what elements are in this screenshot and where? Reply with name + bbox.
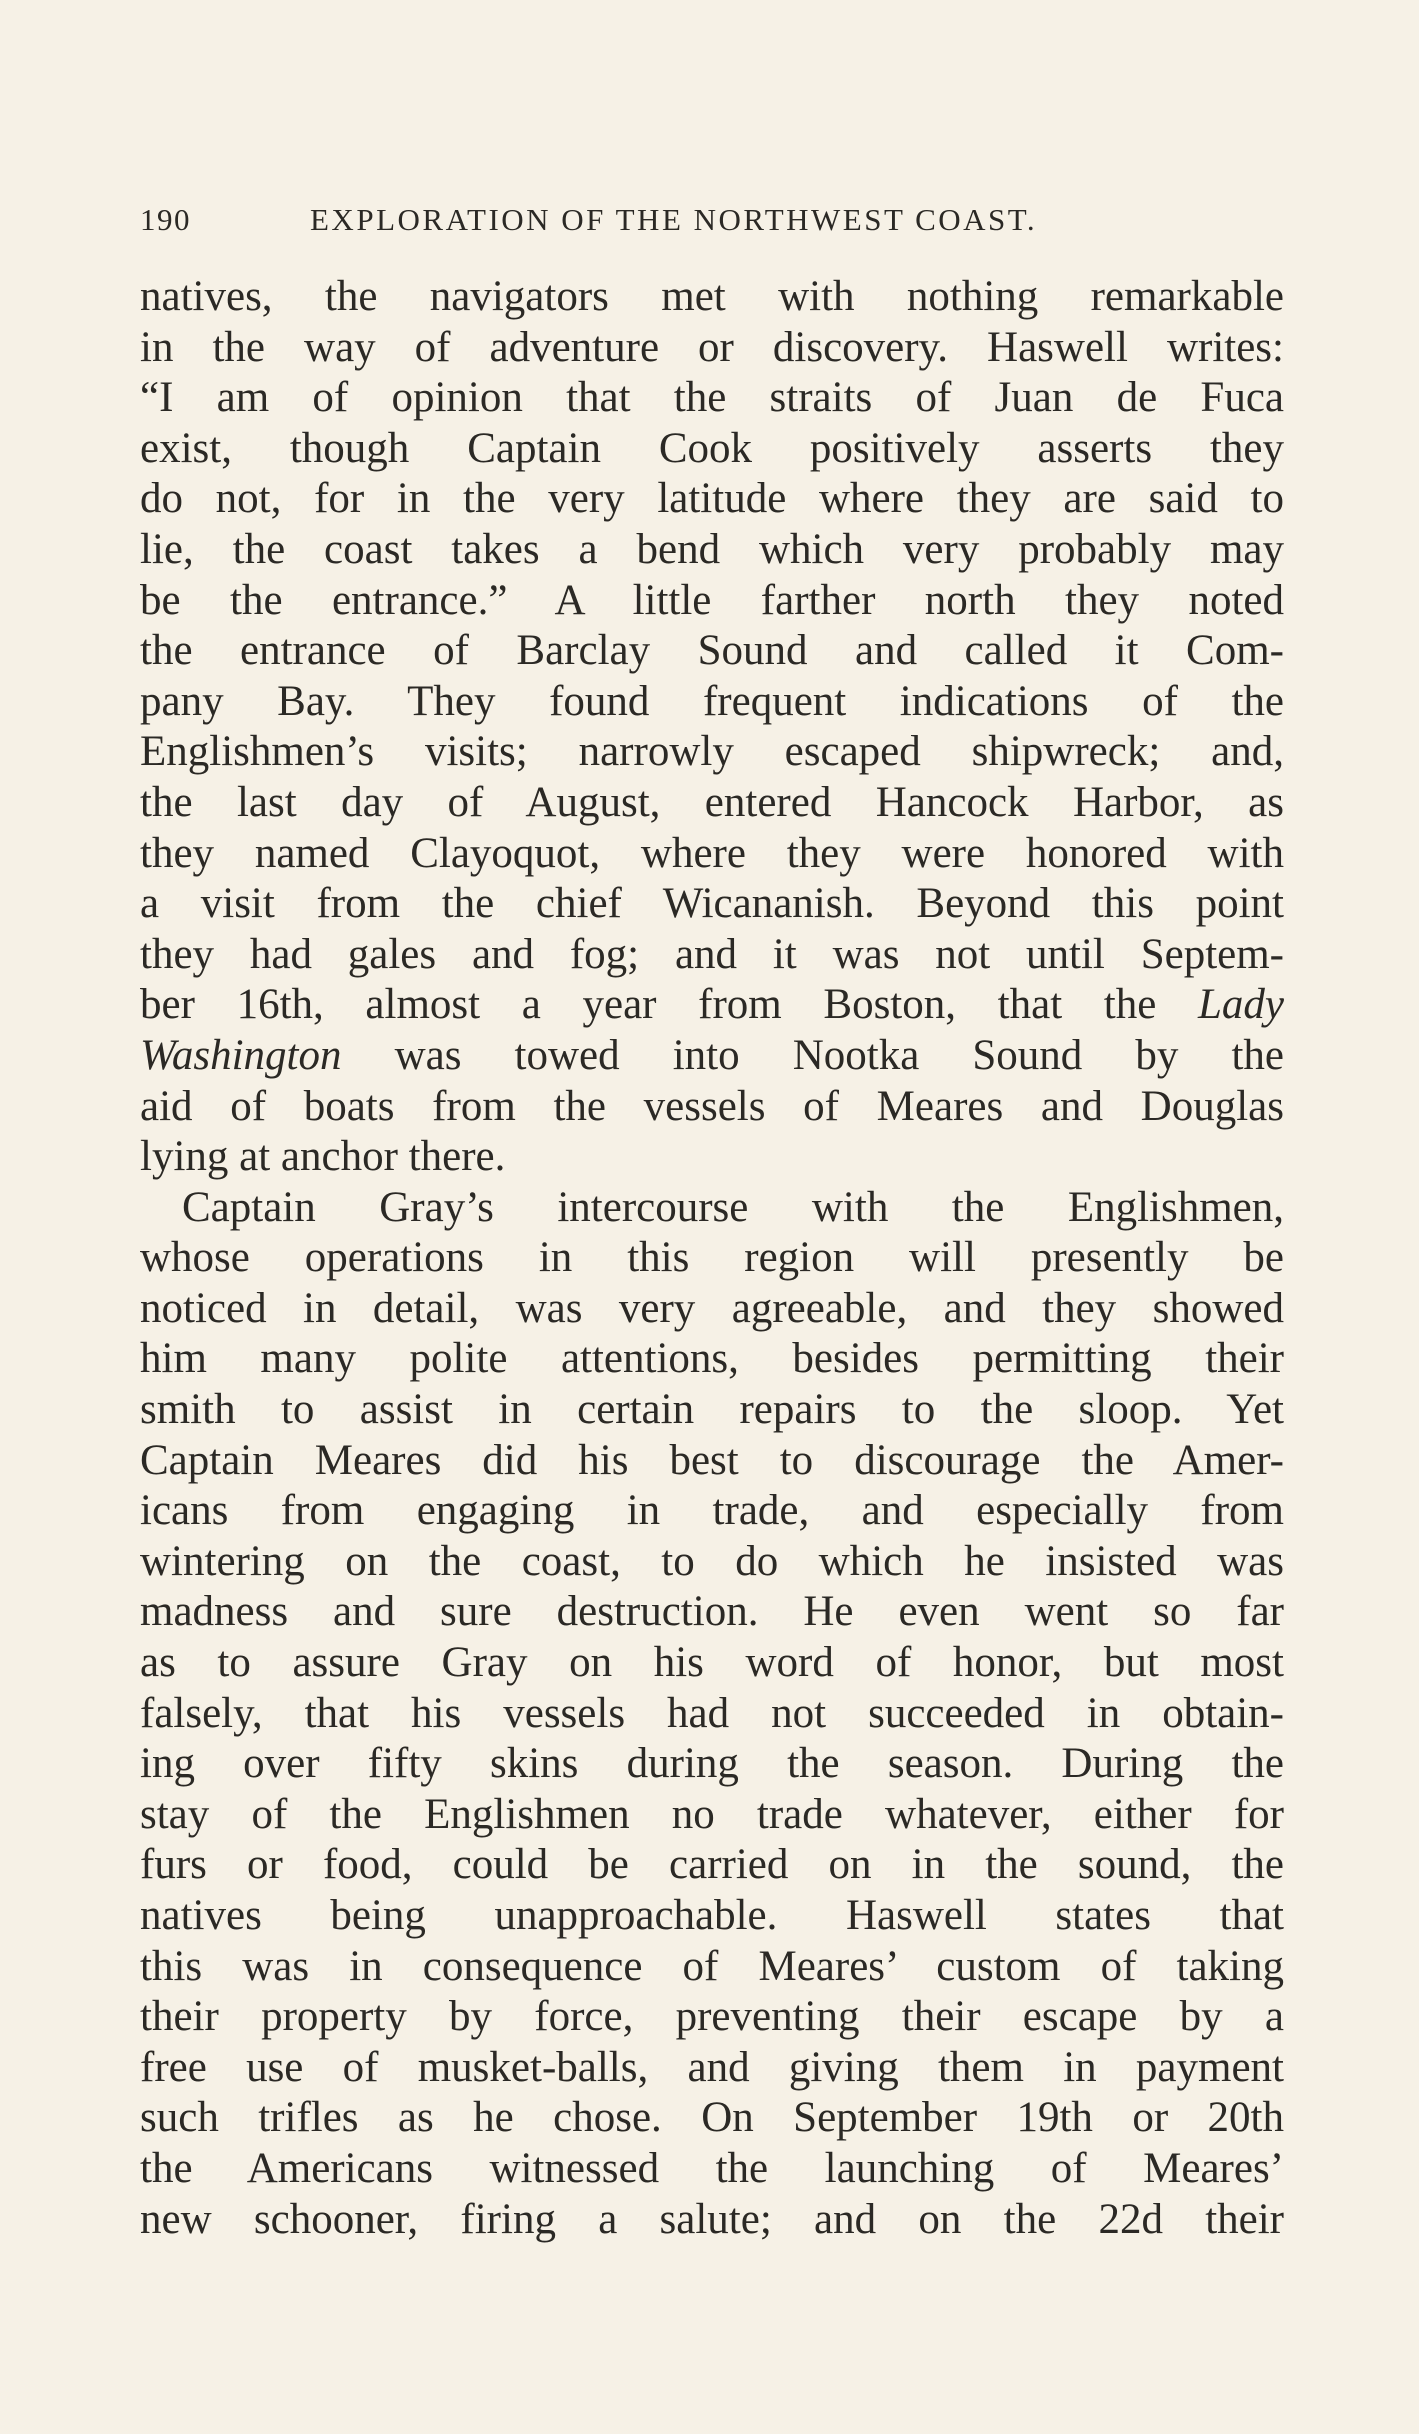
text-line: natives, the navigators met with nothing remarkable bbox=[140, 273, 1284, 320]
running-head bbox=[140, 202, 1280, 252]
text-line: ing over fifty skins during the season. During the bbox=[140, 1740, 1284, 1788]
text-line: whose operations in this region will presently be bbox=[140, 1234, 1284, 1282]
text-line: their property by force, preventing their escape by a bbox=[140, 1993, 1284, 2041]
text-line: in the way of adventure or discovery. Haswell writes: bbox=[140, 323, 1284, 371]
text-line: falsely, that his vessels had not succeeded in obtain- bbox=[140, 1689, 1284, 1737]
text-line: pany Bay. They found frequent indications of the bbox=[140, 677, 1284, 725]
text-line: such trifles as he chose. On September 19th or 20th bbox=[140, 2094, 1284, 2142]
text-segment: ber 16th, almost a year from Boston, that the bbox=[140, 981, 1157, 1029]
running-title: EXPLORATION OF THE NORTHWEST COAST. bbox=[310, 202, 1038, 237]
text-line: him many polite attentions, besides permitting their bbox=[140, 1335, 1284, 1383]
body-text bbox=[140, 272, 1284, 2245]
text-line: free use of musket-balls, and giving them in payment bbox=[140, 2043, 1284, 2091]
page-number: 190 bbox=[140, 202, 191, 237]
text-line: the entrance of Barclay Sound and called it Com- bbox=[140, 627, 1284, 675]
ship-name-italic: Washington bbox=[140, 1031, 342, 1079]
text-line: this was in consequence of Meares’ custom of taking bbox=[140, 1942, 1284, 1990]
text-line: stay of the Englishmen no trade whatever, either for bbox=[140, 1790, 1284, 1838]
text-line: aid of boats from the vessels of Meares and Douglas bbox=[140, 1082, 1284, 1130]
text-line: wintering on the coast, to do which he insisted was bbox=[140, 1537, 1284, 1585]
text-line: lie, the coast takes a bend which very probably may bbox=[140, 525, 1284, 573]
text-line: do not, for in the very latitude where they are said to bbox=[140, 475, 1284, 523]
text-line bbox=[140, 980, 1284, 1031]
text-line: icans from engaging in trade, and especially from bbox=[140, 1487, 1284, 1535]
paragraph-start-line: Captain Gray’s intercourse with the Englishmen, bbox=[182, 1183, 1284, 1231]
text-line: smith to assist in certain repairs to the sloop. Yet bbox=[140, 1386, 1284, 1434]
text-segment: was towed into Nootka Sound by the bbox=[394, 1031, 1284, 1079]
text-line: noticed in detail, was very agreeable, and they showed bbox=[140, 1284, 1284, 1332]
text-line: be the entrance.” A little farther north they noted bbox=[140, 576, 1284, 624]
text-line: natives being unapproachable. Haswell states that bbox=[140, 1892, 1284, 1939]
text-line: the last day of August, entered Hancock Harbor, as bbox=[140, 778, 1284, 826]
text-line: new schooner, firing a salute; and on the 22d their bbox=[140, 2195, 1284, 2243]
text-line: the Americans witnessed the launching of Meares’ bbox=[140, 2144, 1284, 2192]
text-line: madness and sure destruction. He even went so far bbox=[140, 1588, 1284, 1636]
ship-name-italic: Lady bbox=[1198, 981, 1285, 1029]
text-line: Englishmen’s visits; narrowly escaped shipwreck; and, bbox=[140, 728, 1284, 776]
text-line: “I am of opinion that the straits of Juan de Fuca bbox=[140, 374, 1284, 422]
text-line bbox=[140, 1031, 1284, 1082]
text-line: they had gales and fog; and it was not until Septem- bbox=[140, 930, 1284, 978]
paragraph-end-line: lying at anchor there. bbox=[140, 1133, 506, 1181]
text-line: a visit from the chief Wicananish. Beyond this point bbox=[140, 880, 1284, 928]
text-line: as to assure Gray on his word of honor, but most bbox=[140, 1639, 1284, 1687]
text-line: furs or food, could be carried on in the sound, the bbox=[140, 1841, 1284, 1889]
text-line: exist, though Captain Cook positively asserts they bbox=[140, 424, 1284, 472]
text-line: they named Clayoquot, where they were honored with bbox=[140, 829, 1284, 877]
text-line: Captain Meares did his best to discourage the Amer- bbox=[140, 1436, 1284, 1484]
